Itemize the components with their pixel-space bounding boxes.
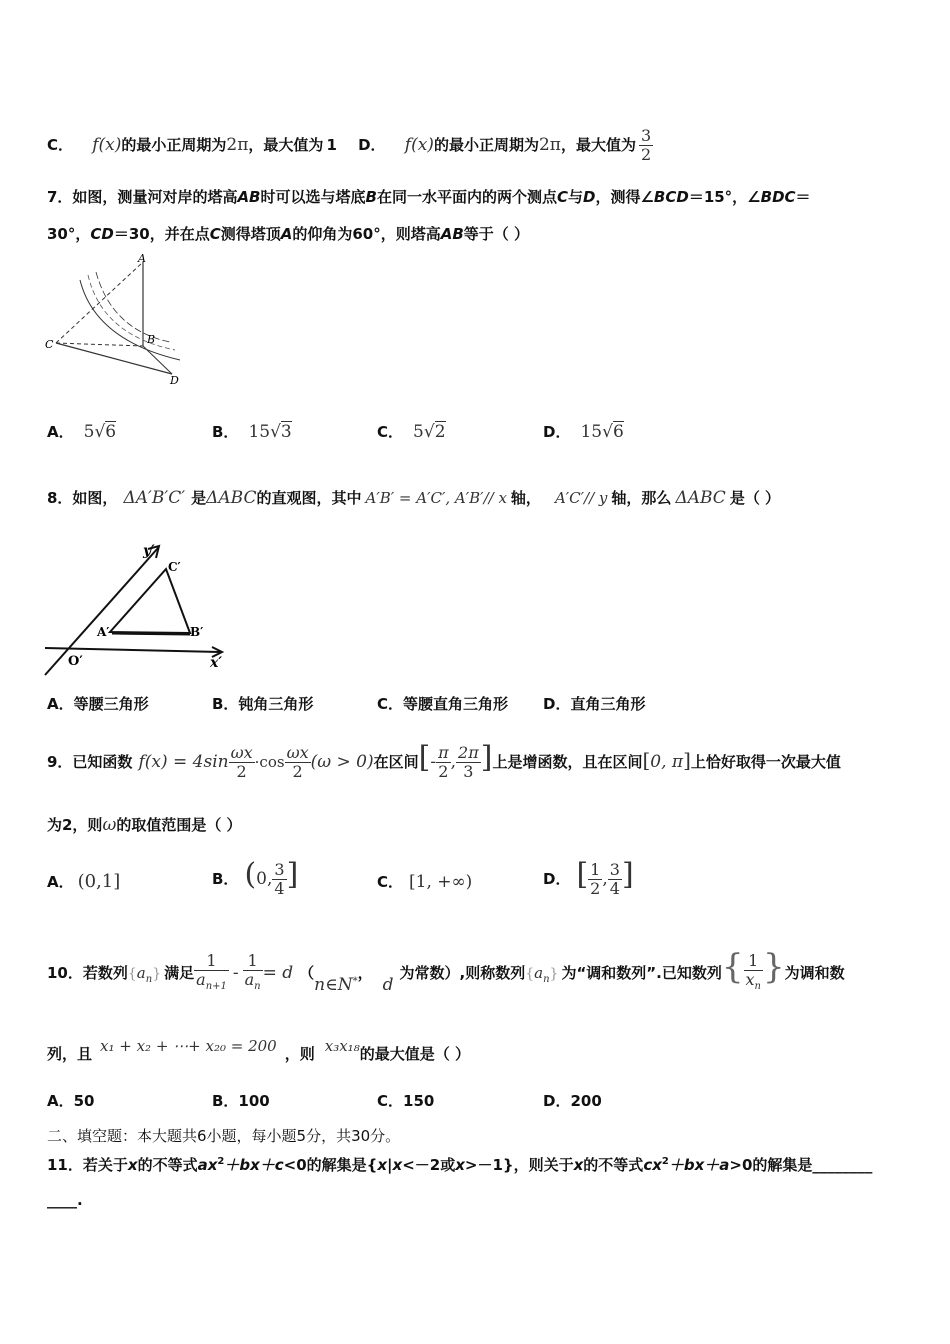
q9-ob-num: 3 (274, 860, 285, 879)
q9-text: 为2，则 (47, 816, 103, 834)
q9-option-b[interactable] (212, 850, 298, 900)
q10-f1-den: a (196, 969, 206, 989)
q8-y-axis (45, 548, 158, 675)
q8-triangle-3: ΔABC (675, 488, 726, 508)
q7-text: 等于（ ） (463, 225, 530, 243)
q7-var: CD (90, 225, 114, 243)
q9-interval-frac-b (456, 744, 481, 781)
q7-var: AB (237, 188, 261, 206)
q7-text: ＝ (795, 188, 811, 206)
q7-text: ＝30，并在点 (113, 225, 210, 243)
q11-var: x (573, 1156, 584, 1174)
left-brace-icon: { (721, 947, 744, 987)
q10-text: 的最大值是（ ） (359, 1045, 470, 1063)
q9-interval-2: 0, π (650, 752, 684, 772)
q7-option-a[interactable] (47, 422, 116, 442)
q7-text: 30°， (47, 225, 91, 243)
q7-text: 测得塔顶 (220, 225, 281, 243)
q9-fraction-1 (229, 744, 255, 781)
q7-option-label: A． (47, 423, 74, 441)
q9-condition: (ω > 0) (310, 752, 374, 772)
q6-option-c-label: C． (47, 136, 74, 154)
q10-sum: x₁ + x₂ + ⋯+ x₂₀ = 200 (100, 1037, 277, 1055)
q8-condition-2: A′C′// y (554, 489, 608, 507)
q6-option-d-label: D． (358, 136, 386, 154)
radical-icon: √ (602, 422, 613, 442)
q7-text: 与 (567, 188, 583, 206)
q9-iv-den: 3 (463, 762, 474, 781)
q11-text: 的不等式 (583, 1156, 644, 1174)
q8-label-x: x′ (210, 655, 223, 671)
q8-text: 的直观图，其中 (256, 489, 362, 507)
q7-option-radicand: 6 (105, 422, 117, 442)
q7-var: C (556, 188, 568, 206)
q9-option-b-frac (272, 861, 286, 898)
q9-omega: ω (102, 815, 117, 835)
q11-sup: 2 (661, 1156, 669, 1167)
q7-var: A (280, 225, 293, 243)
q9-minus: - (430, 752, 437, 772)
right-brace-icon: } (763, 947, 785, 987)
q7-option-c[interactable] (377, 422, 446, 442)
q11-line-1 (47, 1152, 872, 1175)
q7-option-coef: 5 (413, 422, 424, 442)
q7-var: B (365, 188, 377, 206)
comma-icon: , (450, 752, 457, 772)
q9-line-1 (47, 733, 841, 783)
q7-option-coef: 15 (580, 422, 603, 442)
q9-option-d-frac-1 (588, 861, 602, 898)
q10-option-b[interactable]: B．100 (212, 1092, 270, 1110)
q7-option-radicand: 6 (612, 422, 624, 442)
q9-od-num: 1 (590, 860, 601, 879)
q8-x-axis (45, 648, 220, 652)
q11-text: | (387, 1156, 393, 1174)
q9-frac2-num: ωx (286, 743, 309, 762)
left-bracket-icon: [ (576, 857, 589, 892)
q10-f2-num: 1 (243, 952, 263, 971)
q9-text: 9．已知函数 (47, 753, 133, 771)
q8-triangle (110, 569, 190, 633)
q7-text: 时可以选与塔底 (260, 188, 366, 206)
right-bracket-icon: ] (621, 857, 634, 892)
q6-option-c-text2: ，最大值为 (248, 136, 324, 154)
q7-text: 在同一水平面内的两个测点 (376, 188, 557, 206)
q6-option-d-func: f(x) (404, 135, 434, 155)
q9-iv-num: 2π (458, 743, 479, 762)
section-heading: 二、填空题：本大题共6小题，每小题5分，共30分。 (47, 1127, 401, 1145)
q9-option-d[interactable] (543, 850, 634, 900)
q8-text: 是 (191, 489, 207, 507)
q6-option-d-period: 2π (538, 135, 561, 155)
q11-sup: 2 (217, 1156, 225, 1167)
q7-option-coef: 5 (83, 422, 95, 442)
left-bracket-icon: [ (642, 748, 651, 772)
q9-od-den: 4 (609, 879, 620, 898)
q9-option-label: D． (543, 870, 571, 888)
q9-line-2 (47, 815, 242, 835)
q6-option-d-fraction (639, 127, 653, 164)
q9-option-label: B． (212, 870, 239, 888)
q6-option-d-text2: ，最大值为 (560, 136, 636, 154)
left-paren-icon: ( (244, 857, 257, 892)
comma-icon: , (602, 869, 608, 889)
q7-line-1 (47, 187, 811, 207)
q9-option-label: C． (377, 873, 404, 891)
q11-var: x (455, 1156, 465, 1174)
q10-text: 满足 (164, 964, 195, 982)
q7-text: ，测得∠ (595, 188, 654, 206)
q10-product: x₃x₁₈ (324, 1037, 360, 1055)
q10-a: a (136, 964, 146, 982)
q10-star: * (352, 976, 358, 987)
right-brace-icon: } (549, 966, 559, 982)
q11-var: ax (197, 1156, 218, 1174)
right-bracket-icon: ] (480, 740, 493, 775)
q10-text: 10．若数列 (47, 964, 128, 982)
q9-option-a-value: (0,1] (77, 871, 121, 892)
q8-base-thick (112, 633, 190, 634)
q7-option-label: C． (377, 423, 404, 441)
q11-line-2[interactable]: ____. (47, 1191, 83, 1209)
q8-figure (40, 535, 240, 680)
q10-text: （ (299, 964, 315, 982)
q7-label-d: D (170, 374, 179, 387)
q7-option-coef: 15 (248, 422, 271, 442)
q7-option-b[interactable] (212, 422, 292, 442)
q10-text: 为“调和数列”.已知数列 (561, 964, 722, 982)
q9-iv-den: 2 (438, 762, 449, 781)
q9-ob-den: 4 (274, 879, 285, 898)
q7-option-d[interactable] (543, 422, 624, 442)
q10-f2-den: a (244, 969, 255, 989)
q10-line-1 (47, 940, 845, 994)
q8-option-c[interactable]: C．等腰直角三角形 (377, 695, 509, 713)
q7-label-a: A (138, 252, 146, 265)
q6-d-den: 2 (640, 145, 652, 164)
q8-option-b[interactable]: B．钝角三角形 (212, 695, 314, 713)
q7-cd-line (56, 343, 172, 374)
q9-interval-frac-a (436, 744, 451, 781)
q8-label-o: O′ (68, 654, 83, 669)
q11-var: ＋bx＋c (224, 1156, 284, 1174)
q8-triangle-1: ΔA′B′C′ (123, 488, 186, 508)
q11-answer-blank[interactable]: ________ (812, 1156, 873, 1174)
q8-label-a: A′ (97, 625, 110, 639)
q7-option-label: B． (212, 423, 239, 441)
left-bracket-icon: [ (418, 740, 431, 775)
right-bracket-icon: ] (683, 748, 691, 772)
q7-var: AB (440, 225, 464, 243)
q9-option-c[interactable] (377, 872, 472, 892)
radical-icon: √ (94, 422, 106, 442)
q8-text: 是（ ） (729, 489, 781, 507)
q10-fraction-1 (194, 952, 229, 996)
q7-line-2 (47, 224, 529, 244)
q7-var: BCD (653, 188, 689, 206)
q6-option-c-max: 1 (326, 136, 337, 154)
q8-line (47, 488, 780, 508)
q10-option-d[interactable]: D．200 (543, 1092, 602, 1110)
q6-option-d-text1: 的最小正周期为 (433, 136, 539, 154)
q9-frac1-num: ωx (230, 743, 253, 762)
q8-triangle-2: ΔABC (206, 488, 257, 508)
q11-var: cx (643, 1156, 662, 1174)
q11-text: >0的解集是 (729, 1156, 813, 1174)
q7-figure (40, 250, 190, 390)
q6-option-c-func: f(x) (92, 135, 122, 155)
q8-option-d[interactable]: D．直角三角形 (543, 695, 646, 713)
q10-option-a[interactable]: A．50 (47, 1092, 95, 1110)
q7-text: ＝15°，∠ (688, 188, 761, 206)
q10-a-sub: n (543, 974, 550, 985)
q9-text: 在区间 (373, 753, 419, 771)
q7-text: 的仰角为60°，则塔高 (292, 225, 441, 243)
q8-text: 轴， (510, 489, 541, 507)
q9-iv-num: π (438, 743, 449, 762)
q10-minus: - (232, 963, 239, 983)
q8-label-b: B′ (190, 625, 204, 639)
q9-option-label: A． (47, 873, 74, 891)
q7-option-radicand: 2 (434, 422, 446, 442)
q10-text: 为常数）,则称数列 (399, 964, 526, 982)
q10-f2-den-sub: n (254, 980, 261, 992)
q10-f1-den-sub: n+1 (205, 980, 227, 992)
q11-text: <0的解集是{ (283, 1156, 378, 1174)
q6-options (47, 127, 653, 164)
q9-function: f(x) = 4sin (138, 752, 229, 772)
q10-seq-den-sub: n (754, 980, 761, 992)
q9-option-d-frac-2 (608, 861, 622, 898)
q7-var: D (583, 188, 596, 206)
q9-cos: ·cos (254, 753, 285, 771)
left-brace-icon: { (127, 966, 137, 982)
q7-var: BDC (760, 188, 796, 206)
q6-option-c-period: 2π (226, 135, 249, 155)
q8-label-y: y′ (143, 543, 155, 559)
q9-text: 上恰好取得一次最大值 (690, 753, 841, 771)
q9-text: 上是增函数，且在区间 (492, 753, 643, 771)
q9-frac2-den: 2 (292, 762, 303, 781)
q7-text: 7．如图，测量河对岸的塔高 (47, 188, 238, 206)
q10-seq-num: 1 (744, 952, 763, 971)
q10-line-2 (47, 1037, 470, 1064)
q10-fraction-2 (243, 952, 263, 996)
q11-var: x (392, 1156, 403, 1174)
q10-a-sub: n (145, 974, 153, 985)
q10-n-in: n∈N (314, 975, 353, 995)
q7-river-bank-3 (96, 272, 170, 342)
q10-f1-num: 1 (194, 952, 229, 971)
q10-a: a (534, 964, 544, 982)
q9-fraction-2 (285, 744, 311, 781)
q10-text: 为调和数 (784, 964, 845, 982)
q8-condition-1: A′B′ = A′C′, A′B′// x (365, 489, 507, 507)
q11-var: x (127, 1156, 138, 1174)
q11-text: <－2或 (402, 1156, 456, 1174)
q10-option-c[interactable]: C．150 (377, 1092, 435, 1110)
q7-var: C (209, 225, 221, 243)
q7-label-b: B (147, 333, 156, 346)
q7-ca-dashed (56, 262, 143, 343)
radical-icon: √ (270, 422, 281, 442)
q10-seq-den: x (745, 969, 755, 989)
q10-d: d (382, 975, 394, 995)
q8-text: 轴，那么 (611, 489, 672, 507)
q11-var: x (377, 1156, 388, 1174)
q10-eq-d: = d (262, 963, 294, 983)
q7-cb-dashed (56, 343, 143, 346)
q7-label-c: C (45, 338, 54, 351)
q10-text: 列，且 (47, 1045, 93, 1063)
q11-text: >－1}，则关于 (464, 1156, 574, 1174)
q9-od-num: 3 (609, 860, 620, 879)
q9-option-b-left: 0, (256, 869, 273, 889)
q10-text: ，则 (284, 1045, 315, 1063)
q6-option-c-text1: 的最小正周期为 (121, 136, 227, 154)
q9-od-den: 2 (590, 879, 601, 898)
q11-text: 11．若关于 (47, 1156, 128, 1174)
q10-text: ， (357, 964, 373, 982)
q7-option-label: D． (543, 423, 571, 441)
right-bracket-icon: ] (286, 857, 299, 892)
q10-seq-fraction (744, 952, 763, 996)
q8-text: 8．如图， (47, 489, 118, 507)
q9-option-c-value: [1, +∞) (409, 872, 473, 892)
q8-option-a[interactable]: A．等腰三角形 (47, 695, 149, 713)
q7-option-radicand: 3 (280, 422, 292, 442)
q6-d-num: 3 (640, 126, 652, 145)
left-brace-icon: { (525, 966, 535, 982)
q11-var: ＋bx＋a (668, 1156, 730, 1174)
q9-option-a[interactable] (47, 872, 120, 892)
right-brace-icon: } (152, 966, 162, 982)
q9-frac1-den: 2 (236, 762, 247, 781)
q11-text: 的不等式 (137, 1156, 198, 1174)
q8-label-c: C′ (168, 560, 181, 574)
radical-icon: √ (423, 422, 435, 442)
q9-text: 的取值范围是（ ） (116, 816, 242, 834)
